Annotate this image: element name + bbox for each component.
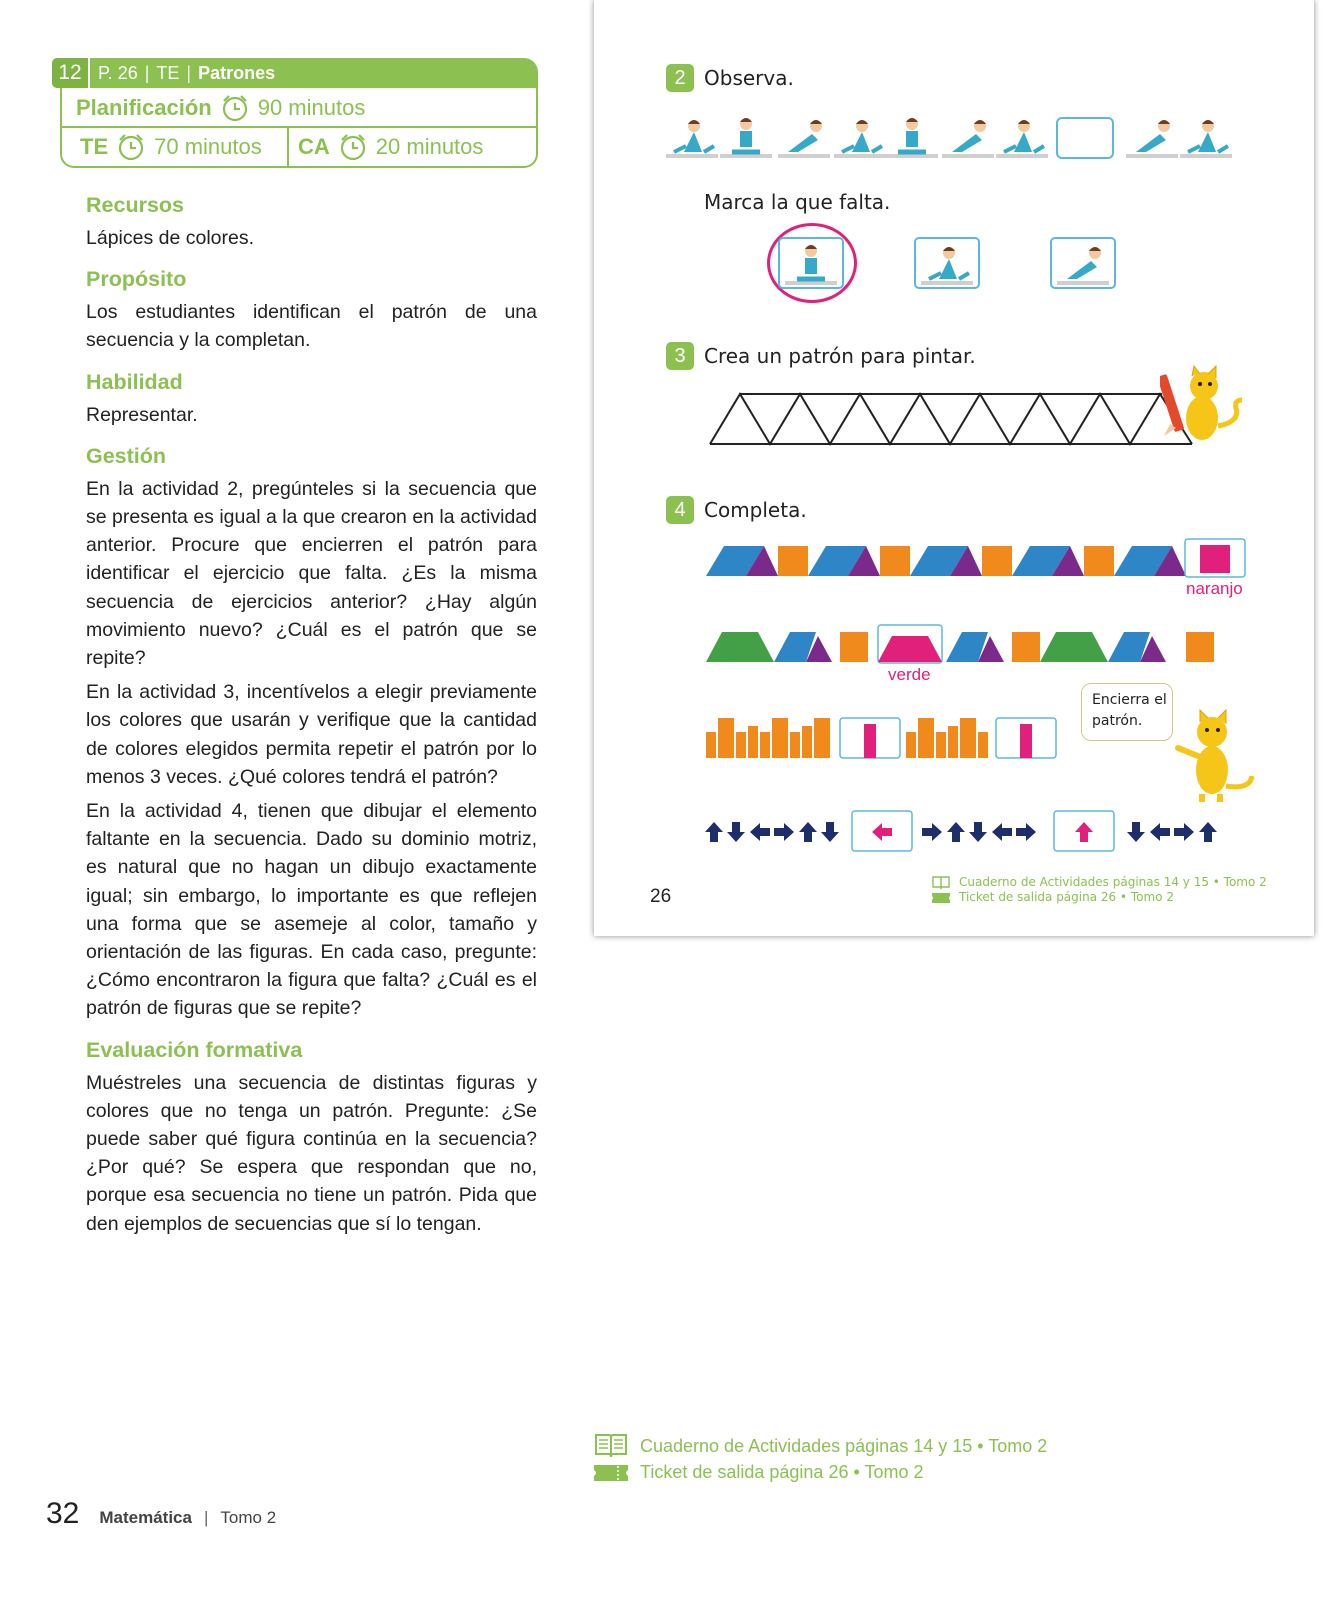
section-title-habilidad: Habilidad <box>86 369 183 394</box>
activity-4-heading <box>666 496 807 524</box>
footer-page-number: 32 <box>46 1497 80 1530</box>
activity-3-instruction: Crea un patrón para pintar. <box>704 344 976 368</box>
student-page-thumbnail <box>594 0 1314 936</box>
child-exercise-figure <box>940 112 996 160</box>
answer-option-2[interactable] <box>914 237 980 289</box>
footer-tomo: Tomo 2 <box>220 1508 277 1527</box>
ticket-icon <box>932 893 950 903</box>
student-ref-ticket: Ticket de salida página 26 • Tomo 2 <box>959 890 1174 904</box>
section-body-recursos: Lápices de colores. <box>86 227 255 249</box>
te-time-row <box>80 128 262 166</box>
planning-label: Planificación <box>76 95 212 120</box>
ref-ticket-text: Ticket de salida página 26 • Tomo 2 <box>640 1462 924 1482</box>
section-title-recursos: Recursos <box>86 193 184 217</box>
ca-label: CA <box>298 134 330 159</box>
page-footer <box>46 1497 276 1531</box>
gestion-paragraph-1: En la actividad 2, pregúnteles si la secuencia que se presenta es igual a la que crearon en la actividad anterior. Procure que encierren el patrón para identificar el ejercicio que falta. ¿Es la misma secuencia de ejercicios anterior? ¿Hay algún movimiento nuevo? ¿Cuál es el patrón que se repite? <box>86 477 537 670</box>
header-column-divider <box>287 126 289 166</box>
child-exercise-figure <box>1052 239 1114 287</box>
te-time: 70 minutos <box>154 134 262 159</box>
activity-2-instruction: Observa. <box>704 66 794 90</box>
section-title-proposito: Propósito <box>86 267 187 292</box>
activity-2-sub <box>704 190 890 214</box>
section-body-habilidad: Representar. <box>86 403 198 426</box>
pattern-row-3 <box>706 712 1066 762</box>
section-title-evaluacion: Evaluación formativa <box>86 1037 303 1062</box>
alarm-clock-icon <box>116 132 146 162</box>
ticket-icon <box>594 1463 628 1483</box>
missing-figure-box[interactable] <box>1056 117 1114 159</box>
child-exercise-figure <box>780 239 842 287</box>
activity-3-heading <box>666 342 976 370</box>
lesson-number: 12 <box>52 58 88 88</box>
lesson-header <box>52 58 538 168</box>
ref-cuaderno <box>594 1433 1047 1459</box>
footer-subject: Matemática <box>99 1508 192 1527</box>
mode-label: TE <box>156 63 180 83</box>
answer-option-3[interactable] <box>1050 237 1116 289</box>
cat-with-pencil-illustration <box>1160 364 1248 448</box>
ca-time-row <box>298 128 483 166</box>
child-exercise-figure <box>664 112 720 160</box>
pattern-row-4 <box>702 810 1238 854</box>
ref-cuaderno-text: Cuaderno de Actividades páginas 14 y 15 • Tomo 2 <box>640 1435 1048 1456</box>
pattern-unit <box>706 546 808 576</box>
section-title-gestion: Gestión <box>86 443 167 468</box>
child-exercise-figure <box>994 112 1050 160</box>
child-exercise-figure <box>916 239 978 287</box>
topic-label: Patrones <box>198 63 276 83</box>
activity-number-badge: 3 <box>666 342 694 370</box>
child-exercise-figure <box>1124 112 1180 160</box>
student-page-number: 26 <box>650 886 672 907</box>
ref-ticket <box>594 1462 923 1483</box>
pattern-row-1 <box>706 538 1246 578</box>
footer-separator: | <box>203 1508 209 1527</box>
gestion-paragraph-2: En la actividad 3, incentívelos a elegir previamente los colores que usarán y verifique que la cantidad de colores elegidos permita repetir el patrón por lo menos 3 veces. ¿Qué colores tendrá el patrón? <box>86 681 537 788</box>
activity-number-badge: 4 <box>666 496 694 524</box>
cat-pointing-illustration <box>1172 706 1256 804</box>
ca-time: 20 minutos <box>375 134 484 159</box>
section-body-evaluacion: Muéstreles una secuencia de distintas figuras y colores que no tenga un patrón. Pregunte: ¿Se puede saber qué figura continúa en la secuencia? ¿Por qué? Se espera que respondan que no, porque esa secuencia no tiene un patrón. Pida que den ejemplos de secuencias que sí lo tengan. <box>86 1071 537 1235</box>
alarm-clock-icon <box>338 132 368 162</box>
gestion-paragraph-3: En la actividad 4, tienen que dibujar el elemento faltante en la secuencia. Dado su dominio motriz, es natural que no hagan un dibujo exactamente igual; sin embargo, lo importante es que reflejen una forma que se asemeje al color, tamaño y orientación de las figuras. En cada caso, pregunte: ¿Cómo encontraron la figura que falta? ¿Cuál es el patrón de figuras que se repite? <box>86 800 537 1020</box>
child-exercise-figure <box>832 112 888 160</box>
teacher-notes <box>86 190 537 1250</box>
child-exercise-figure <box>884 112 940 160</box>
child-exercise-figure <box>776 112 832 160</box>
color-hint-naranjo: naranjo <box>1186 579 1243 598</box>
color-hint-verde: verde <box>888 665 931 684</box>
triangle-strip[interactable] <box>706 390 1196 448</box>
book-icon <box>594 1433 628 1459</box>
student-ref-cuaderno: Cuaderno de Actividades páginas 14 y 15 • Tomo 2 <box>959 875 1267 889</box>
planning-row <box>76 90 365 126</box>
child-exercise-figure <box>1178 112 1234 160</box>
section-body-proposito: Los estudiantes identifican el patrón de una secuencia y la completan. <box>86 301 537 352</box>
child-exercise-figure <box>718 112 774 160</box>
activity-2-heading <box>666 64 794 92</box>
planning-time: 90 minutos <box>257 95 366 120</box>
book-icon <box>932 876 950 890</box>
answer-option-1[interactable] <box>778 237 844 289</box>
te-label: TE <box>80 134 109 159</box>
lesson-header-bar: P. 26 | TE | Patrones <box>90 58 538 88</box>
alarm-clock-icon <box>220 93 250 123</box>
page-ref: P. 26 <box>98 63 138 83</box>
pattern-row-2 <box>706 624 1226 664</box>
activity-number-badge: 2 <box>666 64 694 92</box>
speech-bubble: Encierra el patrón. <box>1081 683 1173 741</box>
activity-2-sub-instruction: Marca la que falta. <box>704 190 891 214</box>
activity-4-instruction: Completa. <box>704 498 807 522</box>
